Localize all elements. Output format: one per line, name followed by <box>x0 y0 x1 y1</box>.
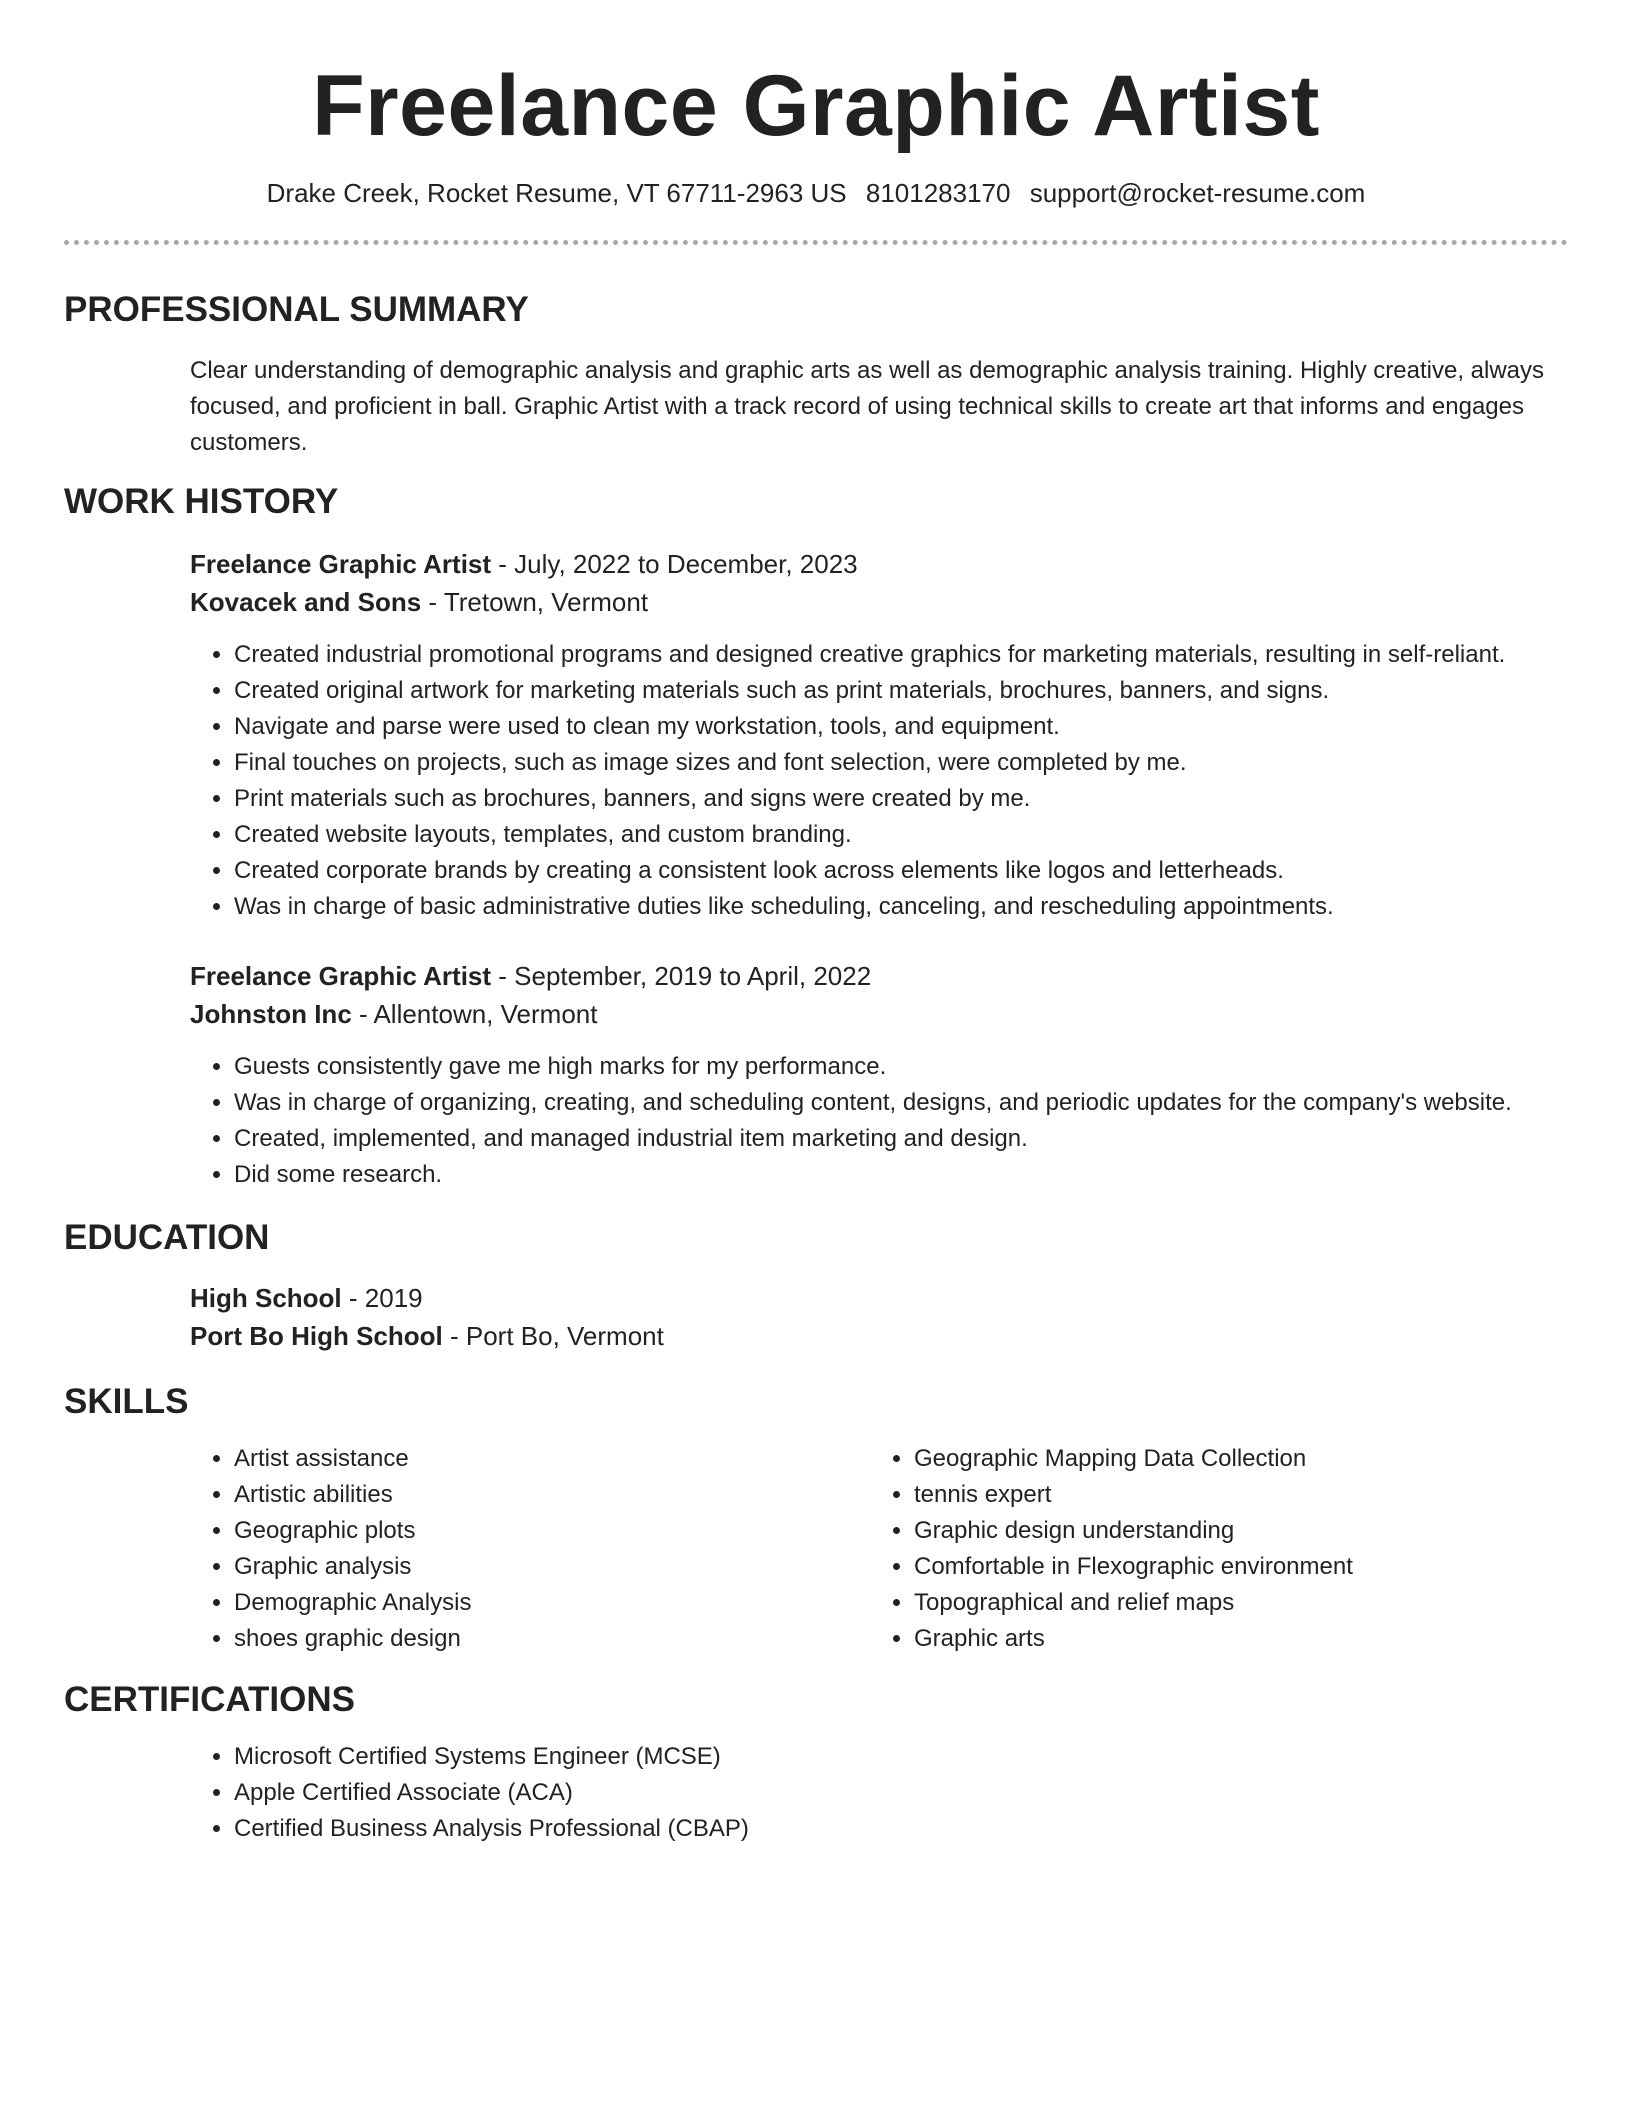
certifications-entry <box>190 1739 1568 1847</box>
job-bullet: • Created website layouts, templates, and custom branding. <box>234 817 1568 853</box>
job-company: Kovacek and Sons <box>190 587 422 617</box>
section-title-work: WORK HISTORY <box>64 482 339 521</box>
section-title-education: EDUCATION <box>64 1218 270 1257</box>
certifications-list <box>190 1739 1568 1847</box>
skill-item: • Geographic plots <box>234 1513 870 1549</box>
education-entry <box>190 1279 1568 1355</box>
job-bullet: • Print materials such as brochures, banners, and signs were created by me. <box>234 781 1568 817</box>
contact-address: Drake Creek, Rocket Resume, VT 67711-2963 US <box>266 178 847 208</box>
skill-item: • Artistic abilities <box>234 1477 870 1513</box>
skill-item: • shoes graphic design <box>234 1621 870 1657</box>
job-location: - Allentown, Vermont <box>351 999 598 1029</box>
certification-item: • Microsoft Certified Systems Engineer (MCSE) <box>234 1739 1568 1775</box>
resume-name: Freelance Graphic Artist <box>312 58 1320 154</box>
skills-column-right <box>870 1441 1550 1657</box>
contact-line <box>64 176 1568 210</box>
job-company: Johnston Inc <box>190 999 352 1029</box>
section-title-summary: PROFESSIONAL SUMMARY <box>64 290 529 329</box>
certification-item: • Apple Certified Associate (ACA) <box>234 1775 1568 1811</box>
job-title: Freelance Graphic Artist <box>190 961 492 991</box>
skill-item: • Graphic design understanding <box>914 1513 1550 1549</box>
job-entry <box>190 545 1568 925</box>
job-bullet: • Created, implemented, and managed industrial item marketing and design. <box>234 1121 1568 1157</box>
job-dates: - September, 2019 to April, 2022 <box>491 961 872 991</box>
skill-item: • Comfortable in Flexographic environment <box>914 1549 1550 1585</box>
job-bullet: • Created original artwork for marketing materials such as print materials, brochures, banners, and signs. <box>234 673 1568 709</box>
job-bullets <box>190 637 1568 925</box>
skills-list-right <box>870 1441 1550 1657</box>
skills-grid <box>190 1441 1632 1657</box>
certification-item: • Certified Business Analysis Professional (CBAP) <box>234 1811 1568 1847</box>
education-school-line <box>190 1317 1568 1355</box>
job-location: - Tretown, Vermont <box>421 587 649 617</box>
skill-item: • Topographical and relief maps <box>914 1585 1550 1621</box>
skill-item: • tennis expert <box>914 1477 1550 1513</box>
contact-email: support@rocket-resume.com <box>1029 178 1366 208</box>
job-bullet: • Final touches on projects, such as image sizes and font selection, were completed by me. <box>234 745 1568 781</box>
skill-item: • Geographic Mapping Data Collection <box>914 1441 1550 1477</box>
section-title-skills: SKILLS <box>64 1382 189 1421</box>
section-title-certifications: CERTIFICATIONS <box>64 1680 356 1719</box>
job-bullet: • Was in charge of organizing, creating, and scheduling content, designs, and periodic updates for the company's website. <box>234 1085 1568 1121</box>
skill-item: • Demographic Analysis <box>234 1585 870 1621</box>
contact-phone: 8101283170 <box>865 178 1011 208</box>
job-company-line <box>190 583 1568 621</box>
job-bullet: • Guests consistently gave me high marks for my performance. <box>234 1049 1568 1085</box>
header-divider <box>64 240 1568 245</box>
education-school: Port Bo High School <box>190 1321 443 1351</box>
job-bullet: • Was in charge of basic administrative duties like scheduling, canceling, and rescheduling appointments. <box>234 889 1568 925</box>
job-title-line <box>190 545 1568 583</box>
job-title: Freelance Graphic Artist <box>190 549 492 579</box>
education-degree: High School <box>190 1283 342 1313</box>
job-bullet: • Created corporate brands by creating a consistent look across elements like logos and letterheads. <box>234 853 1568 889</box>
skill-item: • Graphic arts <box>914 1621 1550 1657</box>
skills-column-left <box>190 1441 870 1657</box>
education-year: - 2019 <box>341 1283 423 1313</box>
skill-item: • Graphic analysis <box>234 1549 870 1585</box>
job-bullet: • Navigate and parse were used to clean my workstation, tools, and equipment. <box>234 709 1568 745</box>
job-title-line <box>190 957 1568 995</box>
job-bullets <box>190 1049 1568 1193</box>
education-degree-line <box>190 1279 1568 1317</box>
skill-item: • Artist assistance <box>234 1441 870 1477</box>
skills-list-left <box>190 1441 870 1657</box>
education-location: - Port Bo, Vermont <box>442 1321 664 1351</box>
job-bullet: • Created industrial promotional programs and designed creative graphics for marketing materials, resulting in self-reliant. <box>234 637 1568 673</box>
job-bullet: • Did some research. <box>234 1157 1568 1193</box>
job-entry <box>190 957 1568 1193</box>
job-dates: - July, 2022 to December, 2023 <box>491 549 858 579</box>
summary-text: Clear understanding of demographic analysis and graphic arts as well as demographic analysis training. Highly creative, always focused, and proficient in ball. Graphic Artist with a track record of using technical skills to create art that informs and engages customers. <box>190 357 1545 456</box>
job-company-line <box>190 995 1568 1033</box>
